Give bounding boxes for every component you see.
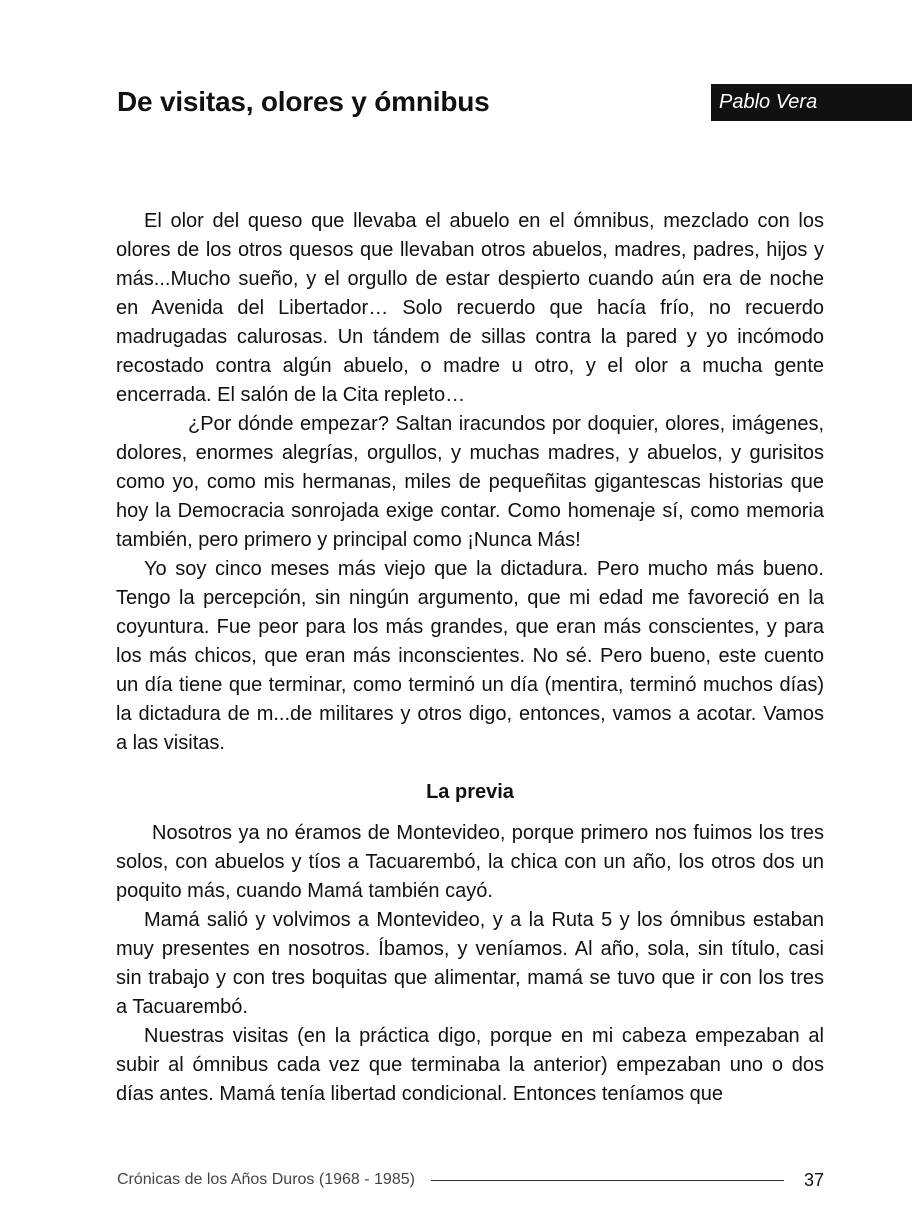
paragraph: Yo soy cinco meses más viejo que la dictadura. Pero mucho más bueno. Tengo la percepción, sin ningún argumento, que mi edad me favoreció en la coyuntura. Fue peor para los más grandes, que eran más conscientes, y para los más chicos, que eran más inconscientes. No sé. Pero bueno, este cuento un día tiene que terminar, como terminó un día (mentira, terminó muchos días) la dictadura de m...de militares y otros digo, entonces, vamos a acotar. Vamos a las visitas. — [116, 558, 824, 754]
paragraph: ¿Por dónde empezar? Saltan iracundos por doquier, olores, imágenes, dolores, enormes alegrías, orgullos, y muchas madres, y abuelos, y gurisitos como yo, como mis hermanas, miles de pequeñitas gigantescas historias que hoy la Democracia sonrojada exige contar. Como homenaje sí, como memoria también, pero primero y principal como ¡Nunca Más! — [116, 413, 824, 551]
paragraph: Mamá salió y volvimos a Montevideo, y a la Ruta 5 y los ómnibus estaban muy presentes en nosotros. Íbamos, y veníamos. Al año, sola, sin título, casi sin trabajo y con tres boquitas que alimentar, mamá se tuvo que ir con los tres a Tacuarembó. — [116, 909, 824, 1018]
body-text — [116, 207, 824, 1109]
book-title: Crónicas de los Años Duros (1968 - 1985) — [117, 1171, 415, 1188]
chapter-title: De visitas, olores y ómnibus — [117, 86, 490, 117]
section-heading: La previa — [426, 781, 514, 803]
page-number: 37 — [803, 1169, 824, 1190]
paragraph: Nuestras visitas (en la práctica digo, porque en mi cabeza empezaban al subir al ómnibus cada vez que terminaba la anterior) empezaban uno o dos días antes. Mamá tenía libertad condicional. Entonces teníamos que — [116, 1025, 824, 1105]
footer-divider — [431, 1180, 784, 1181]
author-label: Pablo Vera — [711, 84, 912, 121]
paragraph: El olor del queso que llevaba el abuelo en el ómnibus, mezclado con los olores de los otros quesos que llevaban otros abuelos, madres, padres, hijos y más...Mucho sueño, y el orgullo de estar despierto cuando aún era de noche en Avenida del Libertador… Solo recuerdo que hacía frío, no recuerdo madrugadas calurosas. Un tándem de sillas contra la pared y yo incómodo recostado contra algún abuelo, o madre u otro, y el olor a mucha gente encerrada. El salón de la Cita repleto… — [116, 210, 824, 406]
page-footer — [117, 1167, 824, 1193]
paragraph: Nosotros ya no éramos de Montevideo, porque primero nos fuimos los tres solos, con abuelos y tíos a Tacuarembó, la chica con un año, los otros dos un poquito más, cuando Mamá también cayó. — [116, 822, 824, 902]
